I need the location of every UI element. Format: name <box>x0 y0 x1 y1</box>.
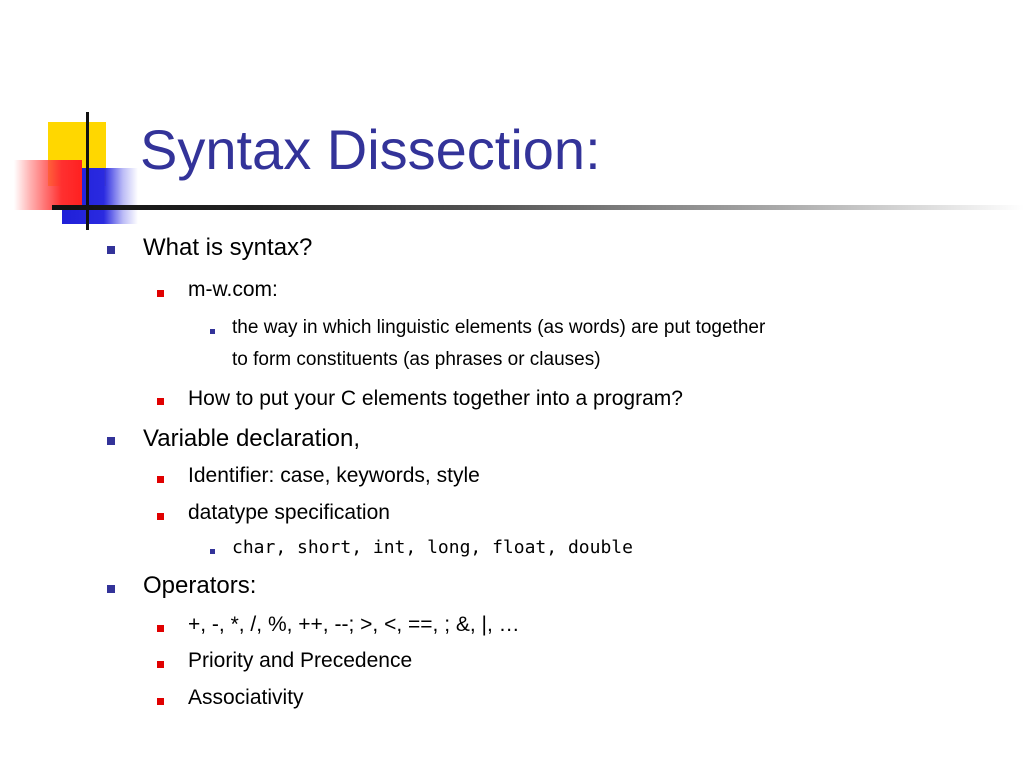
bullet-marker-level2 <box>157 476 164 483</box>
list-item-level1: Variable declaration, <box>143 425 361 452</box>
bullet-marker-level2 <box>157 290 164 297</box>
title-underline-rule <box>52 205 1024 210</box>
bullet-marker-level2 <box>157 625 164 632</box>
bullet-marker-level1 <box>107 437 115 445</box>
decorative-vertical-line <box>86 112 89 230</box>
list-item-level3-line1: the way in which linguistic elements (as words) are put together <box>232 317 766 338</box>
list-item-level2: Associativity <box>188 686 304 709</box>
bullet-marker-level3 <box>210 549 215 554</box>
bullet-marker-level1 <box>107 585 115 593</box>
decorative-red-square <box>14 160 82 210</box>
list-item-level1: Operators: <box>143 572 257 599</box>
list-item-level2: datatype specification <box>188 501 390 524</box>
list-item-level2: Identifier: case, keywords, style <box>188 464 480 487</box>
bullet-marker-level3 <box>210 329 215 334</box>
bullet-marker-level2 <box>157 513 164 520</box>
slide-title: Syntax Dissection: <box>140 118 601 181</box>
list-item-level1: What is syntax? <box>143 234 313 261</box>
list-item-level2: Priority and Precedence <box>188 649 413 672</box>
list-item-level3-line2: to form constituents (as phrases or clauses) <box>232 349 601 370</box>
bullet-marker-level2 <box>157 661 164 668</box>
list-item-level2: How to put your C elements together into a program? <box>188 387 683 410</box>
list-item-level3-code: char, short, int, long, float, double <box>232 537 633 558</box>
bullet-marker-level2 <box>157 398 164 405</box>
list-item-level2: m-w.com: <box>188 278 278 301</box>
bullet-marker-level1 <box>107 246 115 254</box>
bullet-marker-level2 <box>157 698 164 705</box>
list-item-level2: +, -, *, /, %, ++, --; >, <, ==, ; &, |, … <box>188 613 520 636</box>
